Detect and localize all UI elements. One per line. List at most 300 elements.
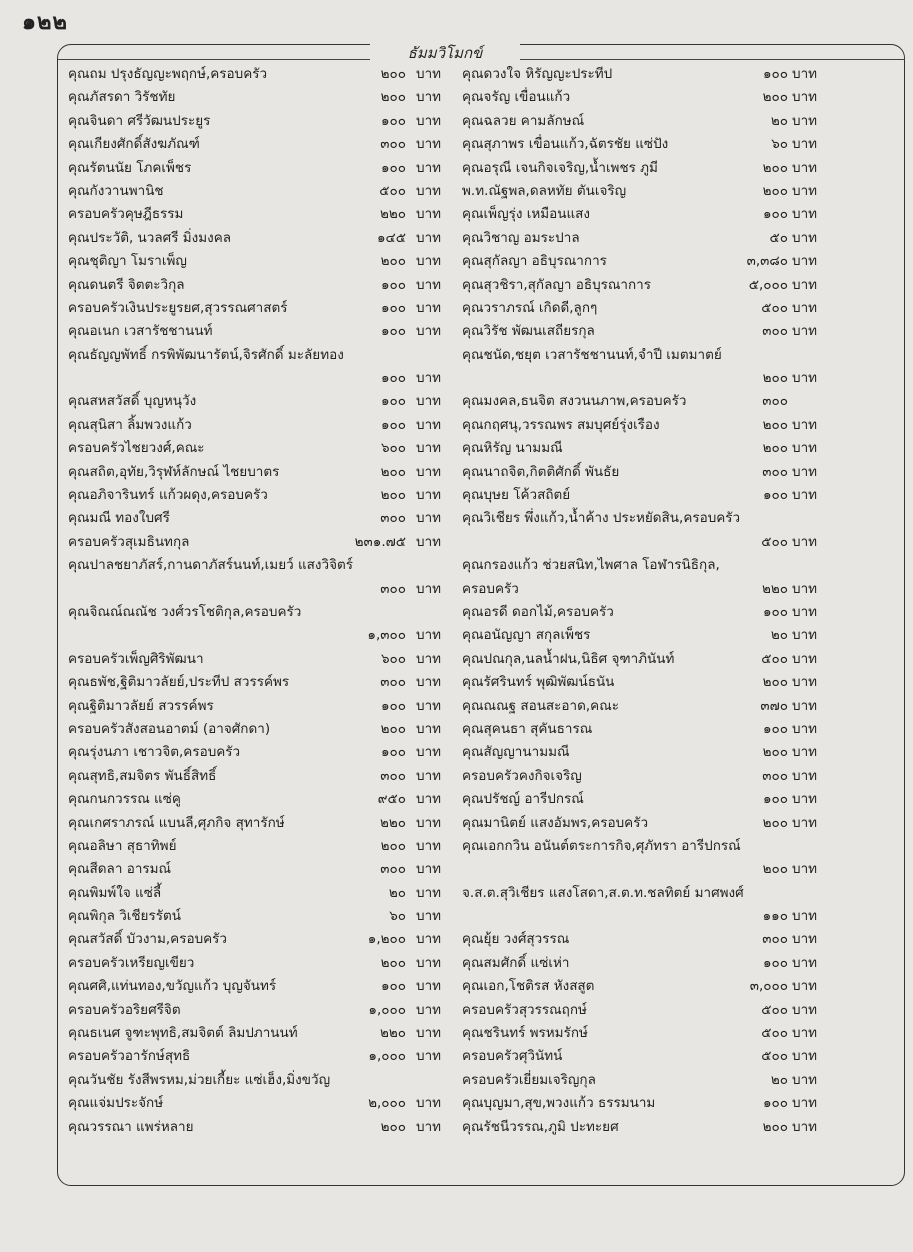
currency-unit: บาท (416, 767, 442, 784)
currency-unit: บาท (792, 182, 818, 199)
donor-row (462, 601, 822, 624)
donor-row (462, 274, 822, 297)
donor-row (462, 110, 822, 133)
donor-name: คุณเกศราภรณ์ แบนลี,ศุภกิจ สุทารักษ์ (68, 814, 285, 831)
donor-row (462, 227, 822, 250)
donor-row (68, 928, 456, 951)
currency-unit: บาท (416, 463, 442, 480)
donation-amount: ๒๐๐ (762, 182, 788, 199)
donor-name: คุณสุวชิรา,สุกัลญา อธิบุรณาการ (462, 276, 651, 293)
donor-row (462, 133, 822, 156)
donor-row (68, 86, 456, 109)
donation-amount: ๕๐๐ (761, 1001, 788, 1018)
donor-row (68, 461, 456, 484)
donation-amount: ๒๐๐ (762, 159, 788, 176)
donor-name: ครอบครัวคุษฎีธรรม (68, 206, 184, 223)
donor-row (68, 414, 456, 437)
currency-unit: บาท (416, 66, 442, 82)
donor-row (68, 531, 456, 554)
journal-title: ธัมมวิโมกข์ (370, 44, 520, 62)
donor-name: ครอบครัวสุเมธินทกุล (68, 533, 190, 550)
donor-row (462, 578, 822, 601)
donor-name: คุณมณี ทองใบศรี (68, 510, 170, 527)
currency-unit: บาท (792, 276, 818, 293)
donation-amount: ๒๐๐ (380, 720, 406, 737)
donor-row (68, 975, 456, 998)
currency-unit: บาท (416, 276, 442, 293)
currency-unit: บาท (792, 861, 818, 878)
currency-unit: บาท (416, 954, 442, 971)
currency-unit: บาท (416, 487, 442, 504)
currency-unit: บาท (792, 299, 818, 316)
donor-row (462, 297, 822, 320)
donation-amount: ๑๔๕ (376, 229, 406, 246)
donor-name: ครอบครัวเงินประยูรยศ,สุวรรณศาสตร์ (68, 299, 288, 316)
donation-amount: ๖๐๐ (380, 650, 406, 667)
donor-row (462, 507, 822, 530)
donor-row (462, 765, 822, 788)
donor-name: คุณปณกุล,นลน้ำฝน,นิธิศ จุฑาภินันท์ (462, 650, 675, 667)
donor-row (68, 905, 456, 928)
donor-name: คุณพิกุล วิเชียรรัตน์ (68, 908, 181, 925)
donation-amount: ๓๐๐ (380, 767, 406, 784)
currency-unit: บาท (792, 533, 818, 550)
donor-row (462, 1045, 822, 1068)
donor-row (462, 999, 822, 1022)
donation-amount: ๓๐๐ (380, 674, 406, 691)
donation-amount: ๓๐๐ (380, 510, 406, 527)
donor-name: คุณยุ้ย วงศ์สุวรรณ (462, 931, 570, 948)
donor-name: คุณกรองแก้ว ช่วยสนิท,ไพศาล โอฬารนิธิกุล, (462, 557, 720, 574)
currency-unit: บาท (416, 978, 442, 995)
donor-row (68, 203, 456, 226)
donor-name: คุณอภิจารินทร์ แก้วผดุง,ครอบครัว (68, 487, 268, 504)
donation-amount: ๑๐๐ (380, 697, 406, 714)
donor-name: คุณดนตรี จิตตะวิกุล (68, 276, 185, 293)
donor-name: คุณศศิ,แท่นทอง,ขวัญแก้ว บุญจันทร์ (68, 978, 277, 995)
donation-amount: ๕๐๐ (761, 299, 788, 316)
donor-row (462, 437, 822, 460)
currency-unit: บาท (416, 440, 442, 457)
donation-amount: ๑๐๐ (380, 159, 406, 176)
donor-name: จ.ส.ต.สุวิเชียร แสงโสดา,ส.ต.ท.ชลทิตย์ มาศพงศ์ (462, 884, 744, 901)
donor-row (68, 671, 456, 694)
donor-name: คุณสุภาพร เขื่อนแก้ว,ฉัตรชัย แซ่ปัง (462, 136, 669, 153)
donor-name: คุณธพัช,ฐิติมาวลัยย์,ประทีป สวรรค์พร (68, 674, 290, 691)
donation-amount: ๓๐๐ (762, 323, 788, 340)
currency-unit: บาท (792, 674, 818, 691)
currency-unit: บาท (416, 697, 442, 714)
currency-unit: บาท (416, 1118, 442, 1135)
donor-name: คุณกฤศนุ,วรรณพร สมบุศย์รุ่งเรือง (462, 416, 660, 433)
donor-row (462, 858, 822, 881)
currency-unit: บาท (792, 767, 818, 784)
donor-name: คุณดวงใจ หิรัญญะประทีป (462, 66, 613, 82)
donor-name: คุณสัญญานามมณี (462, 744, 570, 761)
donation-amount: ๑๐๐ (380, 299, 406, 316)
donation-amount: ๒๐๐ (762, 814, 788, 831)
donation-amount: ๑๑๐ (762, 908, 788, 925)
donation-amount: ๑๐๐ (380, 112, 406, 129)
donor-row (462, 882, 822, 905)
donor-name: คุณรัชนีวรรณ,ภูมิ ปะทะยศ (462, 1118, 619, 1135)
donation-amount: ๓๐๐ (380, 861, 406, 878)
donor-row (68, 344, 456, 367)
donor-name: คุณปรัชญ์ อารีปกรณ์ (462, 791, 584, 808)
donor-name: ครอบครัวเพ็ญศิริพัฒนา (68, 650, 204, 667)
donor-name: คุณอลิษา สุธาทิพย์ (68, 837, 177, 854)
currency-unit: บาท (792, 1048, 818, 1065)
donor-name: คุณวันชัย รังสีพรหม,ม่วยเกี้ยะ แซ่เฮ็ง,มิ่งขวัญ (68, 1071, 331, 1088)
donor-row (68, 484, 456, 507)
donation-amount: ๑,๐๐๐ (368, 1001, 406, 1018)
donation-amount: ๙๕๐ (377, 791, 406, 808)
donor-name: คุณสมศักดิ์ แซ่เห่า (462, 954, 570, 971)
donation-amount: ๑๐๐ (762, 66, 788, 82)
donor-name: คุณสวัสดิ์ บัวงาม,ครอบครัว (68, 931, 228, 948)
donation-amount: ๒๐๐ (380, 89, 406, 106)
donation-amount: ๕๐๐ (761, 1025, 788, 1042)
donor-name: คุณอนัญญา สกุลเพ็ชร (462, 627, 591, 644)
currency-unit: บาท (416, 370, 442, 387)
donor-name: ครอบครัวคงกิจเจริญ (462, 767, 582, 784)
donor-row (68, 110, 456, 133)
donor-name: คุณอรดี ดอกไม้,ครอบครัว (462, 603, 614, 620)
donor-name: คุณสหสวัสดิ์ บุญหนุวัง (68, 393, 197, 410)
donor-name: คุณธเนศ จูฑะพุทธิ,สมจิตต์ ลิมปภานนท์ (68, 1025, 298, 1042)
donation-amount: ๒๐๐ (380, 1118, 406, 1135)
donor-row (462, 718, 822, 741)
donor-name: พ.ท.ณัฐพล,ดลหทัย ตันเจริญ (462, 182, 627, 199)
currency-unit: บาท (416, 136, 442, 153)
donor-name: คุณมงคล,ธนจิต สงวนนภาพ,ครอบครัว (462, 393, 687, 410)
currency-unit: บาท (416, 253, 442, 270)
donation-amount: ๓๐๐ (762, 767, 788, 784)
donor-row (462, 461, 822, 484)
currency-unit: บาท (416, 510, 442, 527)
donor-name: คุณมานิตย์ แสงอัมพร,ครอบครัว (462, 814, 649, 831)
donor-name: คุณเอก,โชติรส หังสสูต (462, 978, 595, 995)
donation-amount: ๑,๓๐๐ (367, 627, 406, 644)
donor-row (68, 601, 456, 624)
donor-row (462, 344, 822, 367)
currency-unit: บาท (416, 299, 442, 316)
currency-unit: บาท (792, 697, 818, 714)
donation-amount: ๑๐๐ (762, 1095, 788, 1112)
currency-unit: บาท (416, 159, 442, 176)
donation-amount: ๑๐๐ (380, 744, 406, 761)
donor-row (462, 975, 822, 998)
donation-amount: ๑๐๐ (762, 954, 788, 971)
donation-amount: ๒๐๐ (380, 954, 406, 971)
donor-row (68, 858, 456, 881)
donor-row (68, 390, 456, 413)
currency-unit: บาท (792, 323, 818, 340)
donation-amount: ๑๐๐ (762, 720, 788, 737)
donation-amount: ๒๒๐ (379, 1025, 406, 1042)
donor-row (462, 203, 822, 226)
currency-unit: บาท (416, 533, 442, 550)
donor-row (462, 157, 822, 180)
donor-row (68, 1045, 456, 1068)
donor-row (68, 741, 456, 764)
donor-row (462, 695, 822, 718)
donor-row (68, 624, 456, 647)
donor-name: คุณจรัญ เขื่อนแก้ว (462, 89, 571, 106)
donation-amount: ๑๐๐ (380, 978, 406, 995)
donor-row (68, 788, 456, 811)
donor-row (68, 250, 456, 273)
donation-amount: ๑,๐๐๐ (368, 1048, 406, 1065)
currency-unit: บาท (792, 791, 818, 808)
donor-name: คุณณณฐ สอนสะอาด,คณะ (462, 697, 619, 714)
currency-unit: บาท (792, 650, 818, 667)
donor-name: คุณจินดา ศรีวัฒนประยูร (68, 112, 211, 129)
donor-row (68, 63, 456, 86)
donor-name: คุณเพ็ญรุ่ง เหมือนแสง (462, 206, 590, 223)
donor-name: คุณจิณณ์ณณัช วงศ์วรโชติกุล,ครอบครัว (68, 603, 302, 620)
donation-amount: ๑๐๐ (762, 791, 788, 808)
donation-amount: ๒๐๐ (762, 744, 788, 761)
donor-name: คุณชุติญา โมราเพ็ญ (68, 253, 187, 270)
donor-row (462, 250, 822, 273)
donor-row (68, 648, 456, 671)
donation-amount: ๒,๐๐๐ (368, 1095, 406, 1112)
donor-name: คุณวรรณา แพร่หลาย (68, 1118, 194, 1135)
donor-name: คุณสีดลา อารมณ์ (68, 861, 172, 878)
donor-name: คุณปาลชยาภัสร์,กานดาภัสร์นนท์,เมยว์ แสงวิจิตร์ (68, 557, 354, 574)
donation-amount: ๒๐๐ (762, 89, 788, 106)
donor-name: ครอบครัวอารักษ์สุทธิ (68, 1048, 191, 1065)
donation-amount: ๕๐๐ (761, 1048, 788, 1065)
donation-amount: ๒๒๐ (379, 206, 406, 223)
donor-row (68, 554, 456, 577)
donor-name: คุณวราภรณ์ เกิดดี,ลูกๆ (462, 299, 598, 316)
donor-name: คุณกังวานพานิช (68, 182, 164, 199)
currency-unit: บาท (792, 1001, 818, 1018)
currency-unit: บาท (416, 580, 442, 597)
donation-amount: ๒๐ (770, 112, 788, 129)
donation-amount: ๓,๐๐๐ (749, 978, 788, 995)
donor-row (462, 531, 822, 554)
donation-amount: ๑๐๐ (380, 393, 406, 410)
donor-row (68, 507, 456, 530)
donor-row (68, 320, 456, 343)
donor-row (68, 157, 456, 180)
currency-unit: บาท (792, 627, 818, 644)
currency-unit: บาท (416, 229, 442, 246)
donor-name: คุณอรุณี เจนกิจเจริญ,น้ำเพชร ภูมี (462, 159, 658, 176)
donor-name: คุณวิเชียร พึ่งแก้ว,น้ำค้าง ประหยัดสิน,ครอบครัว (462, 510, 741, 527)
donation-amount: ๒๐ (770, 627, 788, 644)
currency-unit: บาท (416, 182, 442, 199)
donor-row (462, 952, 822, 975)
currency-unit: บาท (792, 1095, 818, 1112)
currency-unit: บาท (416, 837, 442, 854)
currency-unit: บาท (792, 931, 818, 948)
currency-unit: บาท (792, 136, 818, 153)
donor-name: ครอบครัวเยี่ยมเจริญกุล (462, 1071, 596, 1088)
currency-unit: บาท (792, 416, 818, 433)
donation-amount: ๒๐๐ (380, 463, 406, 480)
donation-amount: ๑๐๐ (380, 416, 406, 433)
donor-row (462, 671, 822, 694)
donation-amount: ๕๐๐ (761, 650, 788, 667)
donor-row (68, 952, 456, 975)
currency-unit: บาท (416, 674, 442, 691)
donor-row (462, 180, 822, 203)
donor-name: คุณสุนิสา ลิ้มพวงแก้ว (68, 416, 192, 433)
donor-name: คุณกนกวรรณ แซ่คู (68, 791, 181, 808)
donation-amount: ๒๐ (388, 884, 406, 901)
donation-amount: ๒๓๑.๗๕ (354, 533, 406, 550)
donation-amount: ๑๐๐ (762, 603, 788, 620)
donor-row (462, 390, 822, 413)
currency-unit: บาท (416, 89, 442, 106)
donation-amount: ๑๐๐ (762, 206, 788, 223)
donation-amount: ๒๐ (770, 1071, 788, 1088)
currency-unit: บาท (416, 884, 442, 901)
donor-row (68, 999, 456, 1022)
donation-amount: ๒๐๐ (762, 440, 788, 457)
donor-row (68, 437, 456, 460)
donor-name: ครอบครัวไชยวงศ์,คณะ (68, 440, 205, 457)
donor-row (68, 1022, 456, 1045)
donor-row (68, 367, 456, 390)
currency-unit: บาท (792, 580, 818, 597)
currency-unit: บาท (792, 720, 818, 737)
donor-name: คุณหิรัญ นามมณี (462, 440, 563, 457)
donation-amount: ๓๐๐ (380, 580, 406, 597)
donation-amount: ๖๐ (389, 908, 406, 925)
donation-amount: ๓๐๐ (762, 931, 788, 948)
currency-unit: บาท (416, 1001, 442, 1018)
donor-row (462, 624, 822, 647)
donor-name: คุณชรินทร์ พรหมรักษ์ (462, 1025, 588, 1042)
currency-unit: บาท (792, 814, 818, 831)
donor-name: คุณฐิติมาวลัยย์ สวรรค์พร (68, 697, 214, 714)
donor-row (68, 274, 456, 297)
donor-name: คุณรัตนนัย โภคเพ็ชร (68, 159, 192, 176)
donor-name: คุณแจ่มประจักษ์ (68, 1095, 164, 1112)
donor-row (68, 180, 456, 203)
currency-unit: บาท (792, 89, 818, 106)
currency-unit: บาท (792, 978, 818, 995)
donor-name: ครอบครัว (462, 580, 519, 597)
donor-name: ครอบครัวศุวินัทน์ (462, 1048, 563, 1065)
currency-unit: บาท (416, 814, 442, 831)
currency-unit: บาท (416, 908, 442, 925)
donor-row (462, 1022, 822, 1045)
donor-row (68, 812, 456, 835)
currency-unit: บาท (792, 229, 818, 246)
donor-name: คุณประวัติ, นวลศรี มิ่งมงคล (68, 229, 232, 246)
donor-row (462, 1116, 822, 1139)
donor-name: คุณสุคนธา สุคันธารณ (462, 720, 593, 737)
donor-name: ครอบครัวสังสอนอาตม์ (อาจศักดา) (68, 720, 271, 737)
donor-row (68, 1116, 456, 1139)
donation-amount: ๑,๒๐๐ (367, 931, 406, 948)
donor-row (68, 765, 456, 788)
donor-name: คุณบุญมา,สุข,พวงแก้ว ธรรมนาม (462, 1095, 656, 1112)
donation-amount: ๒๐๐ (762, 1118, 788, 1135)
donation-amount: ๑๐๐ (380, 276, 406, 293)
donor-name: คุณเกียงศักดิ์สังฆภัณฑ์ (68, 136, 200, 153)
donor-row (68, 578, 456, 601)
donor-row (462, 928, 822, 951)
currency-unit: บาท (416, 791, 442, 808)
donor-name: คุณสถิต,อุทัย,วิรุฬห์ลักษณ์ ไชยบาตร (68, 463, 280, 480)
currency-unit: บาท (792, 908, 818, 925)
currency-unit: บาท (416, 650, 442, 667)
donation-amount: ๑๐๐ (380, 370, 406, 387)
donor-name: คุณสุทธิ,สมจิตร พันธิ์สิทธิ์ (68, 767, 217, 784)
currency-unit: บาท (792, 954, 818, 971)
donation-amount: ๒๐๐ (762, 861, 788, 878)
donor-name: คุณชนัด,ชยุต เวสารัชชานนท์,จำปี เมตมาตย์ (462, 346, 722, 363)
donor-name: ครอบครัวเหรียญเขียว (68, 954, 195, 971)
currency-unit: บาท (792, 1025, 818, 1042)
donor-row (68, 227, 456, 250)
donor-row (68, 1069, 456, 1092)
currency-unit: บาท (416, 744, 442, 761)
donation-amount: ๒๐๐ (380, 66, 406, 82)
currency-unit: บาท (792, 487, 818, 504)
currency-unit: บาท (792, 66, 818, 82)
donor-row (68, 695, 456, 718)
donor-row (462, 812, 822, 835)
donor-name: คุณบุษย โค้วสถิตย์ (462, 487, 571, 504)
donor-name: คุณพิมพ์ใจ แซ่ลี้ (68, 884, 162, 901)
donation-amount: ๒๐๐ (380, 837, 406, 854)
donor-name: คุณสุกัลญา อธิบุรณาการ (462, 253, 607, 270)
donor-name: คุณรุ่งนภา เชาวจิต,ครอบครัว (68, 744, 241, 761)
donor-row (68, 297, 456, 320)
donor-name: คุณเอกกวิน อนันต์ตระการกิจ,ศุภัทรา อารีปกรณ์ (462, 837, 741, 854)
donation-amount: ๒๐๐ (380, 487, 406, 504)
currency-unit: บาท (792, 1071, 818, 1088)
currency-unit: บาท (792, 206, 818, 223)
donation-amount: ๓๐๐ (762, 393, 788, 410)
donation-amount: ๒๐๐ (762, 674, 788, 691)
donor-name: คุณวิรัช พัฒนเสถียรกุล (462, 323, 595, 340)
donor-row (68, 835, 456, 858)
donor-row (462, 414, 822, 437)
donor-name: คุณนาถจิต,กิตติศักดิ์ พันธัย (462, 463, 620, 480)
donor-row (462, 554, 822, 577)
currency-unit: บาท (416, 1025, 442, 1042)
currency-unit: บาท (792, 440, 818, 457)
currency-unit: บาท (416, 627, 442, 644)
donation-amount: ๓,๓๘๐ (746, 253, 788, 270)
donation-amount: ๕๐๐ (761, 533, 788, 550)
currency-unit: บาท (416, 206, 442, 223)
currency-unit: บาท (416, 393, 442, 410)
currency-unit: บาท (416, 720, 442, 737)
donor-row (68, 882, 456, 905)
donation-amount: ๖๐ (771, 136, 788, 153)
currency-unit: บาท (792, 112, 818, 129)
currency-unit: บาท (792, 603, 818, 620)
donation-amount: ๒๒๐ (761, 580, 788, 597)
donor-row (68, 718, 456, 741)
donor-name: คุณรัศรินทร์ พุฒิพัฒน์ธนัน (462, 674, 615, 691)
donation-amount: ๒๐๐ (762, 370, 788, 387)
donor-name: ครอบครัวอริยศรีจิต (68, 1001, 181, 1018)
donation-amount: ๕๐๐ (379, 182, 406, 199)
donor-list-left (68, 63, 456, 1139)
donation-amount: ๓๐๐ (762, 463, 788, 480)
